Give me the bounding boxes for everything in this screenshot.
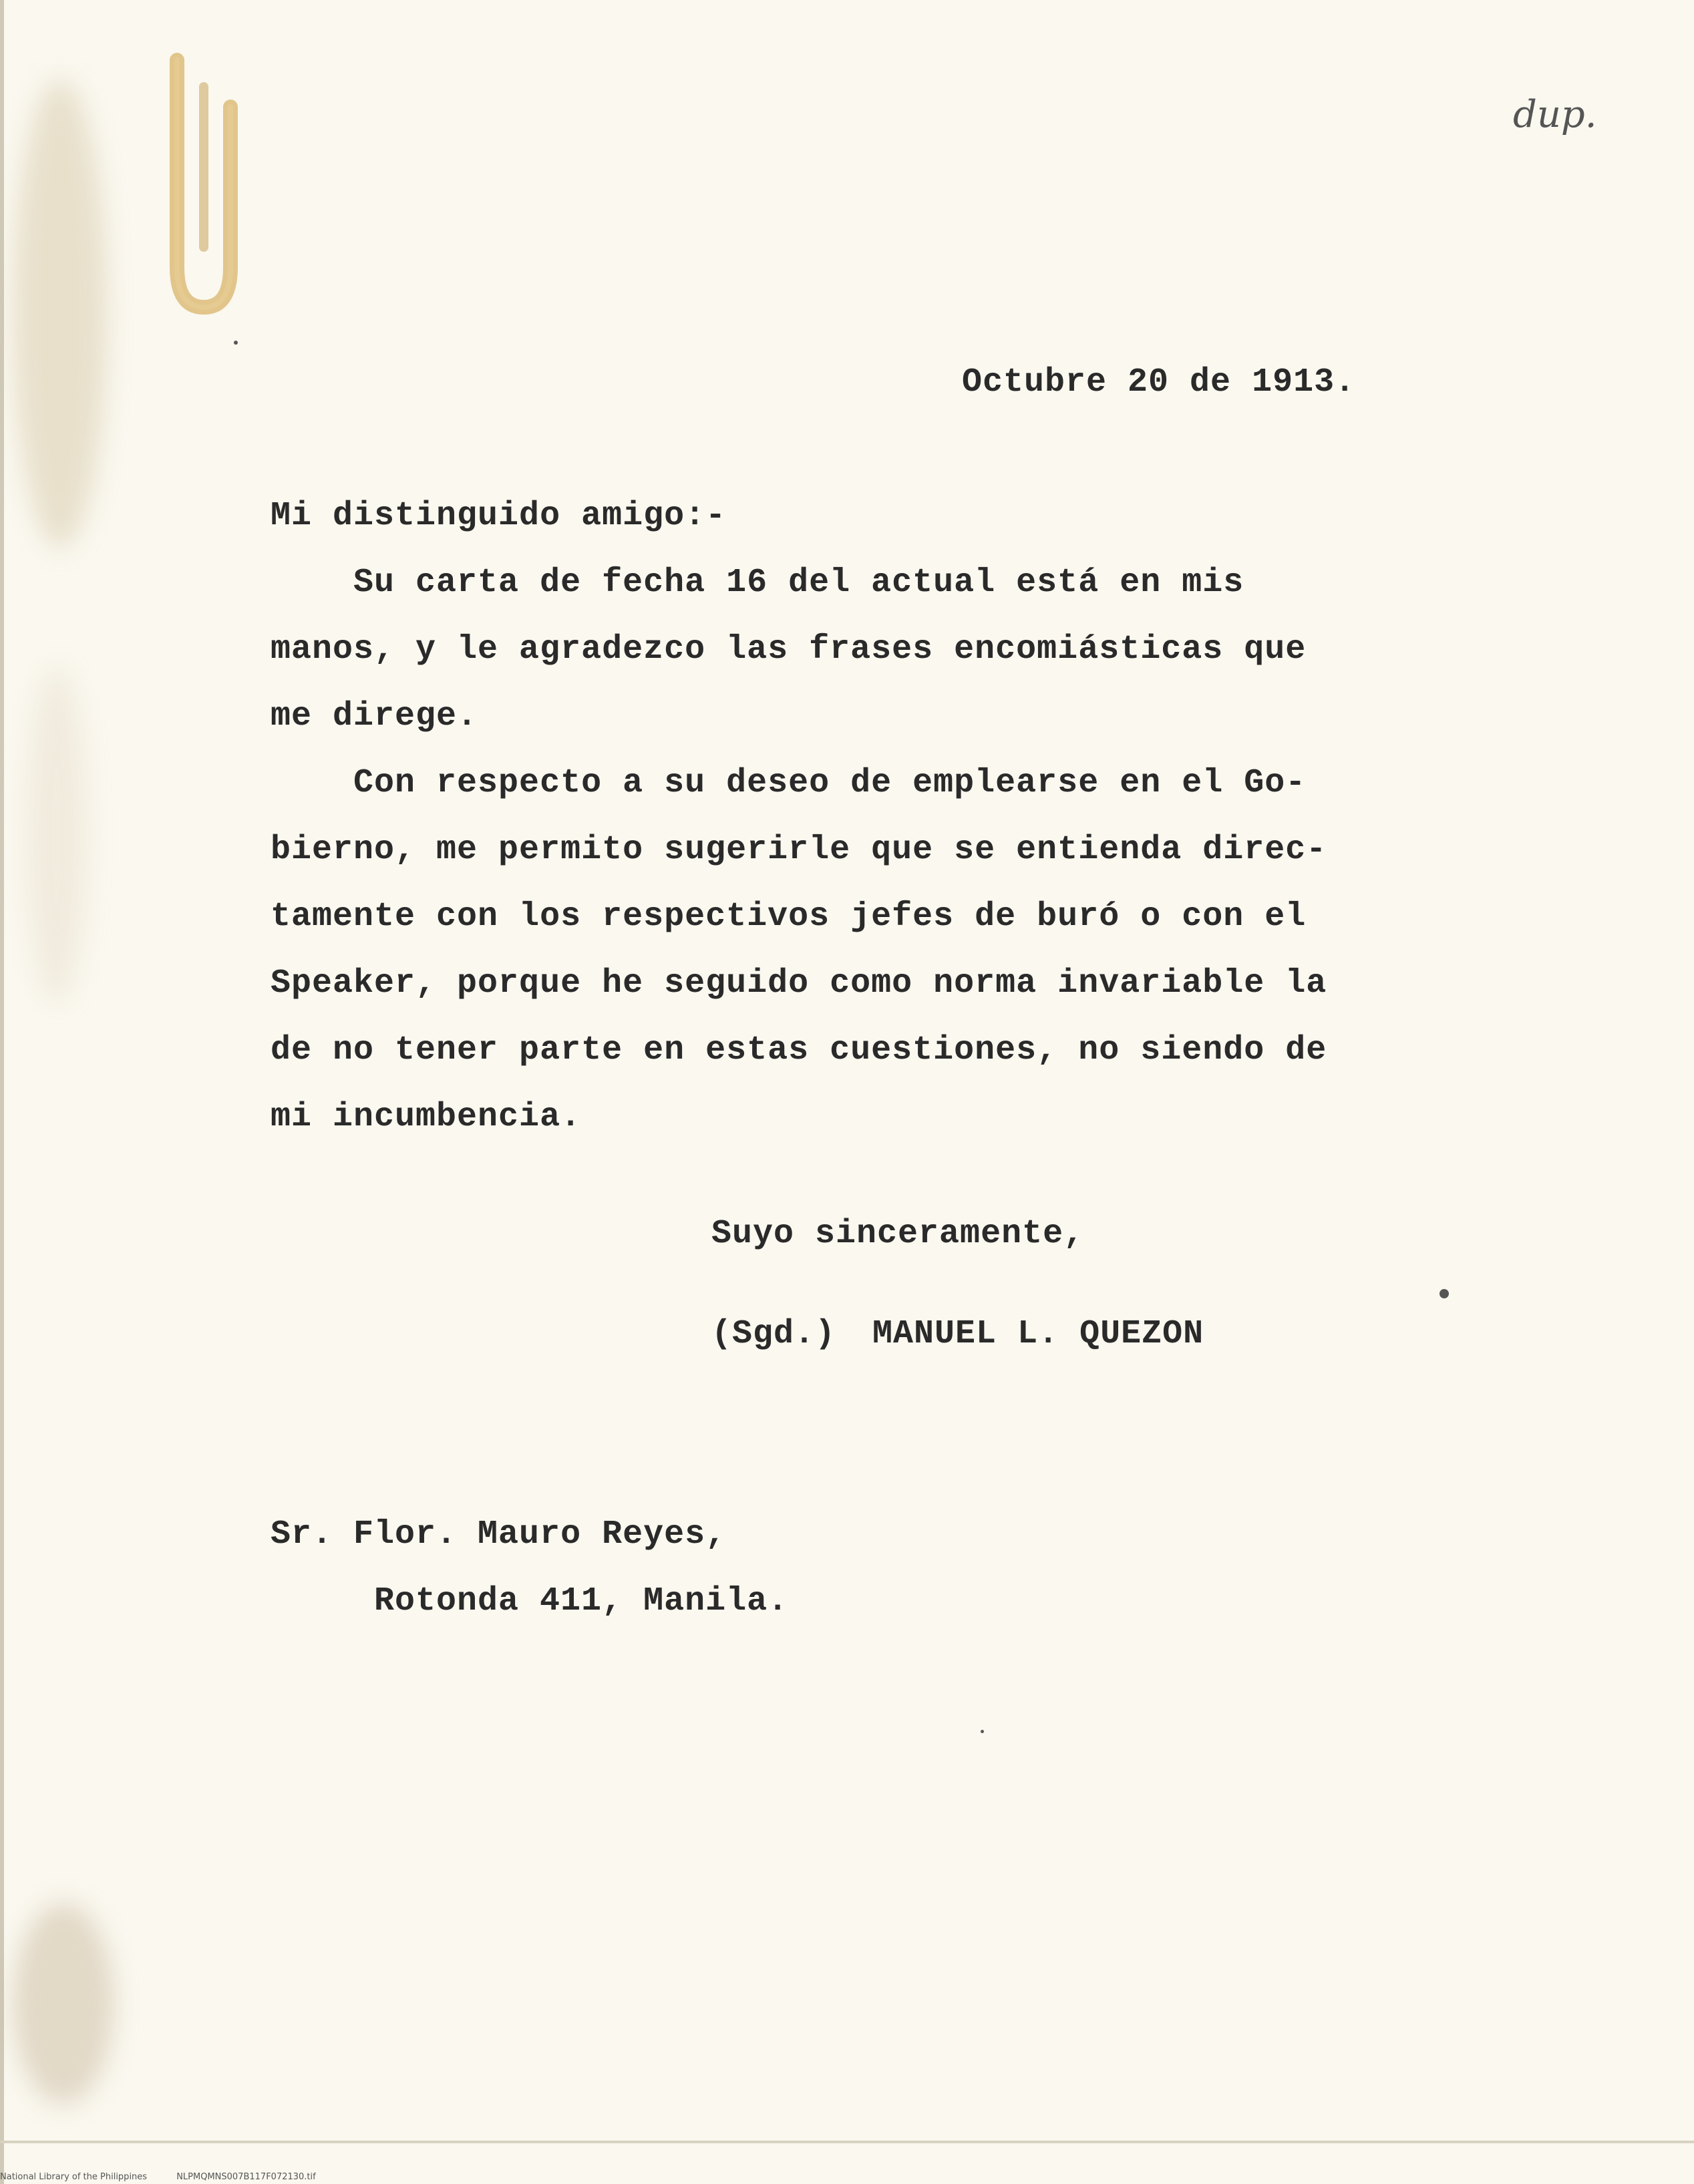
paper-stain	[27, 668, 87, 1002]
signature-prefix: (Sgd.)	[711, 1315, 836, 1353]
ink-speck	[234, 341, 238, 345]
paragraph-line: de no tener parte en estas cuestiones, no siendo de	[271, 1031, 1327, 1069]
paragraph-line: Speaker, porque he seguido como norma invariable la	[271, 964, 1327, 1003]
scan-left-edge	[0, 0, 4, 2184]
addressee-address: Rotonda 411, Manila.	[374, 1582, 789, 1620]
paragraph-line: me direge.	[271, 697, 478, 735]
paragraph-line: Con respecto a su deseo de emplearse en el Go-	[271, 764, 1307, 802]
svg-text:dup.: dup.	[1513, 93, 1597, 136]
ink-speck	[981, 1730, 984, 1733]
body-paragraph-1	[271, 566, 1306, 767]
signature-block	[711, 1315, 1204, 1353]
letter-date: Octubre 20 de 1913.	[962, 363, 1356, 401]
signature-name: MANUEL L. QUEZON	[872, 1315, 1204, 1353]
addressee-name: Sr. Flor. Mauro Reyes,	[271, 1515, 727, 1554]
paper-stain	[13, 1903, 114, 2104]
paragraph-line: manos, y le agradezco las frases encomiásticas que	[271, 630, 1307, 669]
paragraph-line: Su carta de fecha 16 del actual está en mis	[271, 564, 1244, 602]
footer-institution: National Library of the Philippines	[0, 2172, 148, 2182]
paper-stain	[13, 80, 107, 548]
body-paragraph-2	[271, 764, 1327, 1167]
paragraph-line: bierno, me permito sugerirle que se entienda direc-	[271, 831, 1327, 869]
paragraph-line: mi incumbencia.	[271, 1098, 582, 1136]
scan-footer	[0, 2172, 343, 2182]
paper-clip-rust-mark	[150, 47, 257, 321]
scan-bottom-edge	[0, 2141, 1694, 2143]
closing: Suyo sinceramente,	[711, 1215, 1085, 1253]
paragraph-line: tamente con los respectivos jefes de buró o con el	[271, 898, 1307, 936]
footer-file-name: NLPMQMNS007B117F072130.tif	[176, 2172, 316, 2182]
ink-speck	[1439, 1289, 1449, 1298]
handwritten-note	[1506, 87, 1606, 187]
salutation: Mi distinguido amigo:-	[271, 497, 727, 535]
